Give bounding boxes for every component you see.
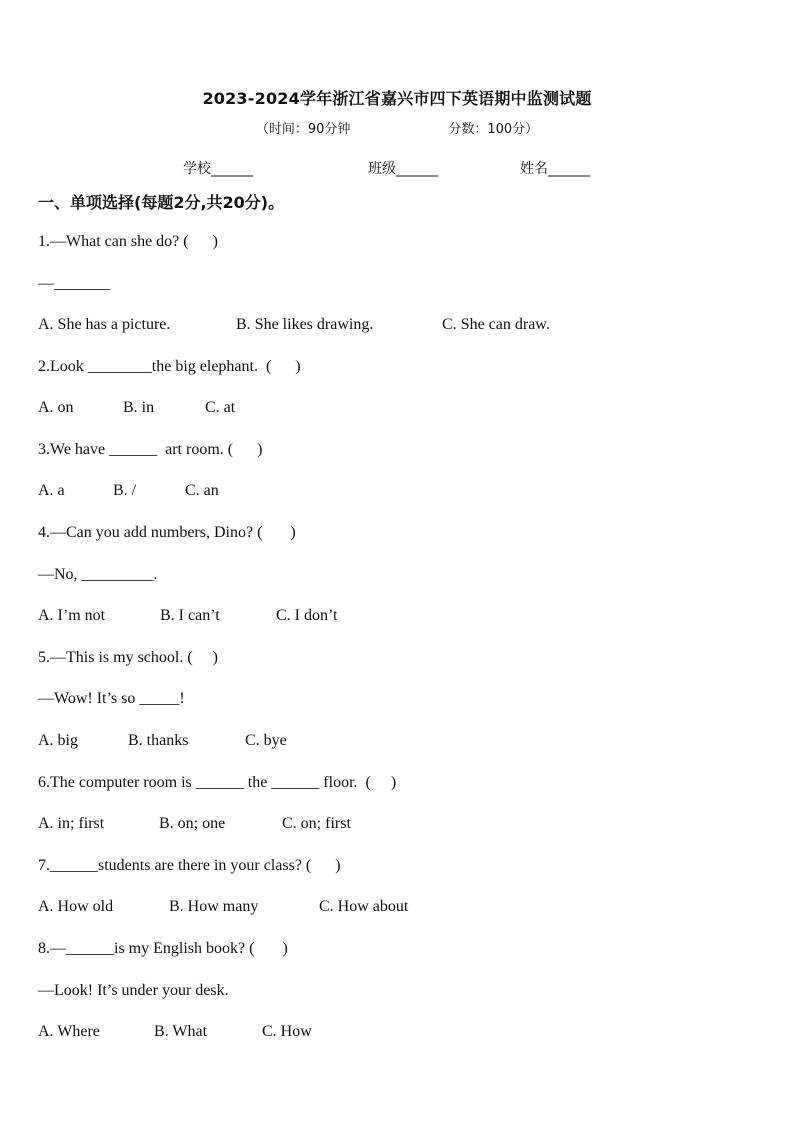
time-label: （时间：90分钟: [255, 122, 351, 137]
question-4-options: [38, 607, 337, 625]
q6-option-b: B. on; one: [159, 815, 226, 832]
q3-option-a: A. a: [38, 482, 65, 499]
question-5-options: [38, 732, 287, 750]
question-8-options: [38, 1023, 312, 1041]
question-5-stem: 5.—This is my school. ( ): [38, 649, 218, 666]
q8-option-c: C. How: [262, 1023, 312, 1040]
question-3-stem: 3.We have ______ art room. ( ): [38, 441, 263, 458]
q1-option-c: C. She can draw.: [442, 316, 550, 333]
q5-option-a: A. big: [38, 732, 78, 749]
q1-option-b: B. She likes drawing.: [236, 316, 374, 333]
q6-option-c: C. on; first: [282, 815, 351, 832]
score-label: 分数：100分）: [448, 122, 539, 137]
q1-option-a: A. She has a picture.: [38, 316, 171, 333]
q4-option-b: B. I can’t: [160, 607, 220, 624]
question-1-answer-line: —_______: [38, 275, 110, 292]
question-4-answer-line: —No, _________.: [38, 566, 158, 583]
q8-option-b: B. What: [154, 1023, 208, 1040]
q7-option-b: B. How many: [169, 898, 259, 915]
name-field: 姓名______: [520, 161, 590, 177]
q2-option-c: C. at: [205, 399, 236, 416]
question-1-stem: 1.—What can she do? ( ): [38, 233, 218, 250]
q5-option-c: C. bye: [245, 732, 287, 749]
q8-option-a: A. Where: [38, 1023, 100, 1040]
question-1-options: [38, 316, 550, 334]
question-7-options: [38, 898, 408, 916]
question-4-stem: 4.—Can you add numbers, Dino? ( ): [38, 524, 296, 541]
q2-option-a: A. on: [38, 399, 74, 416]
question-3-options: [38, 482, 219, 500]
question-8-answer-line: —Look! It’s under your desk.: [38, 982, 229, 999]
q7-option-a: A. How old: [38, 898, 114, 915]
question-2-stem: 2.Look ________the big elephant. ( ): [38, 358, 301, 375]
question-7-stem: 7.______students are there in your class? ( ): [38, 857, 341, 874]
q5-option-b: B. thanks: [128, 732, 189, 749]
q2-option-b: B. in: [123, 399, 155, 416]
question-8-stem: 8.—______is my English book? ( ): [38, 940, 288, 957]
q7-option-c: C. How about: [319, 898, 409, 915]
page-title: 2023-2024学年浙江省嘉兴市四下英语期中监测试题: [202, 89, 592, 108]
exam-meta: [0, 118, 794, 137]
q4-option-c: C. I don’t: [276, 607, 338, 624]
q3-option-b: B. /: [113, 482, 137, 499]
q3-option-c: C. an: [185, 482, 219, 499]
class-field: 班级______: [368, 161, 438, 177]
question-2-options: [38, 399, 235, 417]
section-heading: 一、单项选择(每题2分,共20分)。: [38, 193, 285, 212]
question-6-options: [38, 815, 351, 833]
q4-option-a: A. I’m not: [38, 607, 106, 624]
q6-option-a: A. in; first: [38, 815, 105, 832]
question-5-answer-line: —Wow! It’s so _____!: [38, 690, 185, 707]
question-6-stem: 6.The computer room is ______ the ______ floor. ( ): [38, 774, 397, 791]
school-field: 学校______: [183, 161, 253, 177]
